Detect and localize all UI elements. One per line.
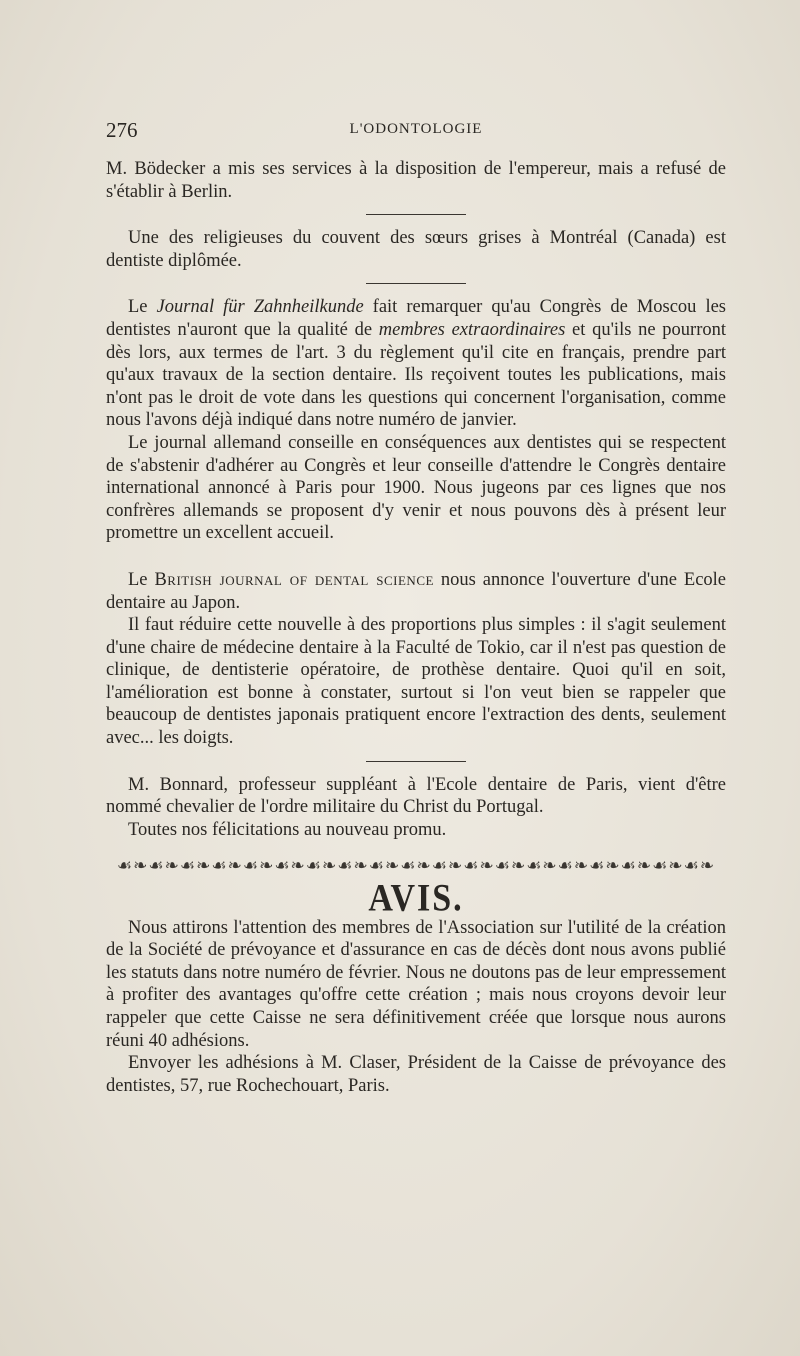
separator-rule bbox=[366, 283, 466, 284]
paragraph-journal-zahnheilkunde: Le Journal für Zahnheilkunde fait remarquer qu'au Congrès de Moscou les dentistes n'auront que la qualité de membres extraordinaires et qu'ils ne pourront dès lors, aux termes de l'art. 3 du règlement qu'il cite en français, prendre part qu'aux travaux de la section dentaire. Ils reçoivent toutes les publications, mais n'ont pas le droit de vote dans les questions qui concernent l'organisation, comme nous l'avons déjà indiqué dans notre numéro de janvier. bbox=[106, 297, 727, 431]
paragraph-felicitations: Toutes nos félicitations au nouveau promu. bbox=[128, 819, 447, 840]
british-journal-title: British journal of dental science bbox=[154, 569, 434, 590]
paragraph-journal-allemand: Le journal allemand conseille en conséquences aux dentistes qui se respectent de s'abstenir d'adhérer au Congrès et leur conseille d'attendre le Congrès dentaire international annoncé à Paris pour 1900. Nous jugeons par ces lignes que nos confrères allemands se proposent d'y venir et nous pouvons dès à présent leur promettre un excellent accueil. bbox=[106, 432, 726, 544]
page-header bbox=[106, 118, 726, 144]
ornamental-divider: ☙❧☙❧☙❧☙❧☙❧☙❧☙❧☙❧☙❧☙❧☙❧☙❧☙❧☙❧☙❧☙❧☙❧☙❧☙❧ bbox=[116, 856, 716, 876]
paragraph-avis-association: Nous attirons l'attention des membres de l'Association sur l'utilité de la création de la Société de prévoyance et d'assurance en cas de décès dont nous avons publié les statuts dans notre numéro de février. Nous ne doutons pas de leur empressement à profiter des avantages qu'offre cette création ; mais nous croyons devoir leur rappeler que cette Caisse ne sera définitivement créée que lorsque nous aurons réuni 40 adhésions. bbox=[106, 917, 726, 1051]
paragraph-avis-adhesions: Envoyer les adhésions à M. Claser, Président de la Caisse de prévoyance des dentistes, 57, rue Rochechouart, Paris. bbox=[106, 1053, 726, 1096]
running-title: L'ODONTOLOGIE bbox=[349, 121, 483, 137]
paragraph-montreal: Une des religieuses du couvent des sœurs grises à Montréal (Canada) est dentiste diplômée. bbox=[106, 228, 726, 271]
membres-extraordinaires: membres extraordinaires bbox=[378, 319, 566, 340]
separator-rule bbox=[366, 214, 466, 215]
paragraph-tokio: Il faut réduire cette nouvelle à des proportions plus simples : il s'agit seulement d'une chaire de médecine dentaire à la Faculté de Tokio, car il n'est pas question de clinique, de dentisterie opératoire, de prothèse dentaire. Quoi qu'il en soit, l'amélioration est bonne à constater, surtout si l'on veut bien se rappeler que beaucoup de dentistes japonais pratiquent encore l'extraction des dents, seulement avec... les doigts. bbox=[106, 615, 726, 749]
page-body bbox=[106, 158, 726, 1097]
avis-heading: AVIS. bbox=[368, 877, 464, 920]
page-number: 276 bbox=[106, 118, 138, 142]
paragraph-bonnard: M. Bonnard, professeur suppléant à l'Ecole dentaire de Paris, vient d'être nommé chevalier de l'ordre militaire du Christ du Portugal. bbox=[106, 774, 726, 818]
journal-title: Journal für Zahnheilkunde bbox=[156, 297, 364, 318]
separator-rule bbox=[366, 761, 466, 762]
paragraph-british-journal: Le British journal of dental science nous annonce l'ouverture d'une Ecole dentaire au Japon. bbox=[106, 569, 727, 613]
paragraph-bodecker: M. Bödecker a mis ses services à la disposition de l'empereur, mais a refusé de s'établir à Berlin. bbox=[106, 159, 726, 202]
spacer bbox=[106, 545, 726, 569]
